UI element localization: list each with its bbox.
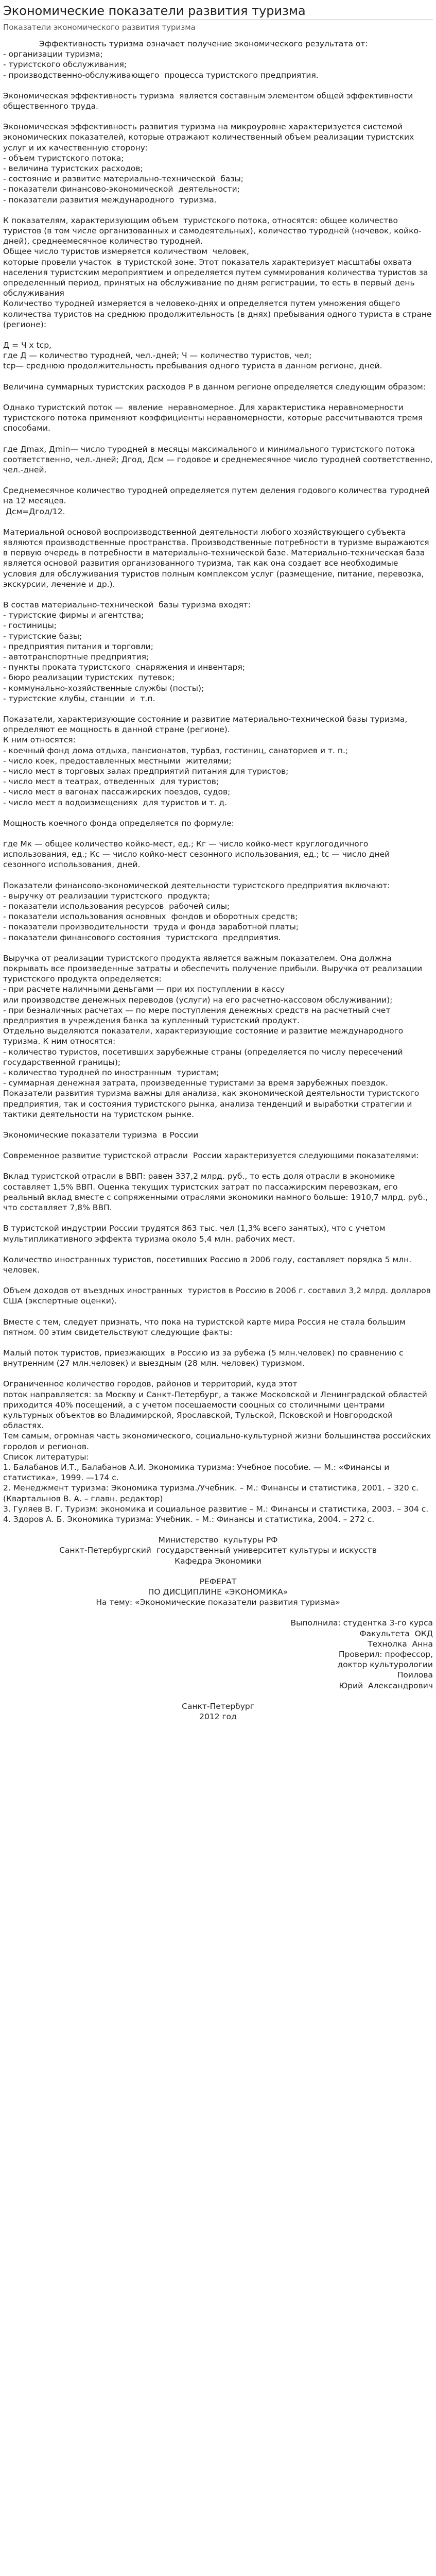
paragraph: Санкт-Петербург 2012 год <box>182 1701 254 1722</box>
page-title: Экономические показатели развития туризма <box>3 3 433 20</box>
paragraph: К показателям, характеризующим объем туристского потока, относятся: общее количество туристов (в том числе организованных и самодеятельных), количество туродней (ночевок, койко-дней), среднеемесячное количество туродней. Общее число туристов измеряется количеством человек, которые провели участок в туристской зоне. Этот показатель характеризует масштабы охвата населения туристским мероприятием и определяется путем суммирования количества туристов за определенный период, принятых на обслуживание по дням регистрации, то есть в первый день обслуживания Количество туродней измеряется в человеко-днях и определяется путем умножения общего количества туристов на среднюю продолжительность (в днях) пребывания одного туриста в стране (регионе): <box>3 215 432 329</box>
paragraph: Выручка от реализации туристского продукта является важным показателем. Она должна покрывать все произведенные затраты и обеспечить получение прибыли. Выручка от реализации туристского продукта определяется: - при расчете наличными деньгами — при их поступлении в кассу или производстве денежных переводов (услуги) на его расчетно-кассовом обслуживании); - при безналичных расчетах — по мере поступления денежных средств на расчетный счет предприятия в учреждения банка за купленный туристский продукт. Отдельно выделяются показатели, характеризующие состояние и развитие международного туризма. К ним относятся: - количество туристов, посетивших зарубежные страны (определяется по числу пересечений государственной границы); - количество туродней по иностранным туристам; - суммарная денежная затрата, произведенные туристами за время зарубежных поездок. Показатели развития туризма важны для анализа, как экономической деятельности туристского предприятия, так и состояния туристского рынка, анализа тенденций и выработки стратегии и тактики деятельности на туристском рынке. <box>3 953 423 1119</box>
paragraph: Министерство культуры РФ Санкт-Петербургский государственный университет культуры и искусств Кафедра Экономики <box>59 1535 377 1566</box>
paragraph: В туристской индустрии России трудятся 863 тыс. чел (1,3% всего занятых), что с учетом мультипликативного эффекта туризма около 5,4 млн. рабочих мест. <box>3 1224 388 1244</box>
paragraph: В состав материально-технической базы туризма входят: - туристские фирмы и агентства; - гостиницы; - туристские базы; - предприятия питания и торговли; - автотранспортные предприятия; - пункты проката туристского снаряжения и инвентаря; - бюро реализации туристских путевок; - коммунально-хозяйственные службы (посты); - туристские клубы, станции и т.п. <box>3 600 251 703</box>
paragraph: где Дmax, Дmin— число туродней в месяцы максимального и минимального туристского потока соответственно, чел.-дней; Дгод, Дсм — годовое и среднемесячное число туродней соответственно, чел.-дней. <box>3 444 435 474</box>
paragraph: Величина суммарных туристских расходов Р в данном регионе определяется следующим образом: <box>3 382 426 392</box>
paragraph: Экономическая эффективность туризма является составным элементом общей эффективности общественного труда. <box>3 91 416 111</box>
paragraph: Однако туристский поток — явление неравномерное. Для характеристика неравномерности туристского потока применяют коэффициенты неравномерности, которые рассчитываются тремя способами. <box>3 402 426 433</box>
paragraph: Д = Ч х tcp, где Д — количество туродней, чел.-дней; Ч — количество туристов, чел; tcp— среднюю продолжительность пребывания одного туриста в данном регионе, дней. <box>3 341 382 371</box>
paragraph: Объем доходов от въездных иностранных туристов в Россию в 2006 г. составил 3,2 млрд. долларов США (экспертные оценки). <box>3 1286 433 1306</box>
paragraph: РЕФЕРАТ ПО ДИСЦИПЛИНЕ «ЭКОНОМИКА» На тему: «Экономические показатели развития туризма» <box>96 1577 340 1607</box>
paragraph: Вклад туристской отрасли в ВВП: равен 337,2 млрд. руб., то есть доля отрасли в экономике составляет 1,5% ВВП. Оценка текущих туристских затрат по пассажирским перевозкам, его реальный вклад вместе с сопряженными отраслями экономики намного больше: 1910,7 млрд. руб., что составляет 7,8% ВВП. <box>3 1172 431 1213</box>
paragraph: Эффективность туризма означает получение экономического результата от: - организации туризма; - туристского обслуживания; - производственно-обслуживающего процесса туристского предприятия. <box>3 39 368 80</box>
paragraph: где Мк — общее количество койко-мест, ед.; Кг — число койко-мест круглогодичного использования, ед.; Кс — число койко-мест сезонного использования, ед.; tc — число дней сезонного использования, дней. <box>3 839 393 870</box>
paragraph: Экономическая эффективность развития туризма на микроуровне характеризуется системой экономических показателей, которые отражают количественный объем реализации туристских услуг и их качественную сторону: - объем туристского потока; - величина туристских расходов; - состояние и развитие материально-технической базы; - показатели финансово-экономической деятельности; - показатели развития международного туризма. <box>3 122 414 205</box>
paragraph: Показатели, характеризующие состояние и развитие материально-технической базы туризма, определяют ее мощность в данной стране (регионе). К ним относятся: - коечный фонд дома отдыха, пансионатов, турбаз, гостиниц, санаториев и т. п.; - число коек, предоставленных местными жителями; - число мест в торговых залах предприятий питания для туристов; - число мест в театрах, отведенных для туристов; - число мест в вагонах пассажирских поездов, судов; - число мест в водоизмещениях для туристов и т. д. <box>3 714 408 807</box>
page-subtitle: Показатели экономического развития туризма <box>3 23 196 32</box>
paragraph: Малый поток туристов, приезжающих в Россию из за рубежа (5 млн.человек) по сравнению с внутренним (27 млн.человек) и выездным (28 млн. человек) туризмом. <box>3 1348 406 1368</box>
paragraph: Среднемесячное количество туродней определяется путем деления годового количества туродней на 12 месяцев. Дсм=Дгод/12. <box>3 486 430 516</box>
paragraph: Экономические показатели туризма в России <box>3 1130 199 1140</box>
document-body <box>3 39 433 1722</box>
paragraph: Выполнила: студентка 3-го курса Факультета ОКД Технолка Анна Проверил: профессор, доктор культурологии Поилова Юрий Александрович <box>290 1618 433 1690</box>
document <box>3 3 433 1732</box>
paragraph: Количество иностранных туристов, посетивших Россию в 2006 году, составляет порядка 5 млн. человек. <box>3 1255 414 1275</box>
paragraph: Вместе с тем, следует признать, что пока на туристской карте мира Россия не стала большим пятном. 00 этим свидетельствуют следующие факты: <box>3 1317 408 1337</box>
paragraph: Показатели финансово-экономической деятельности туристского предприятия включают: - выручку от реализации туристского продукта; - показатели использования ресурсов рабочей силы; - показатели использования основных фондов и оборотных средств; - показатели производительности труда и фонда заработной платы; - показатели финансового состояния туристского предприятия. <box>3 880 390 942</box>
paragraph: Ограниченное количество городов, районов и территорий, куда этот поток направляется: за Москву и Санкт-Петербург, а также Московской и Ленинградской областей приходится 40% посещений, а с учетом посещаемости сооцных со столичными центрами культурных объектов во Владимирской, Ярославской, Тульской, Псковской и Новгородской областях. Тем самым, огромная часть экономического, социально-культурной жизни большинства российских городов и регионов. Список литературы: 1. Балабанов И.Т., Балабанов А.И. Экономика туризма: Учебное пособие. — М.: «Финансы и статистика», 1999. —174 с. 2. Менеджмент туризма: Экономика туризма./Учебник. – М.: Финансы и статистика, 2001. – 320 с. (Квартальнов В. А. – главн. редактор) 3. Гуляев В. Г. Туризм: экономика и социальное развитие – М.: Финансы и статистика, 2003. – 304 с. 4. Здоров А. Б. Экономика туризма: Учебник. – М.: Финансы и статистика, 2004. – 272 с. <box>3 1379 431 1524</box>
paragraph: Мощность коечного фонда определяется по формуле: <box>3 818 234 828</box>
paragraph: Материальной основой воспроизводственной деятельности любого хозяйствующего субъекта являются производственные пространства. Производственные потребности в туризме выражаются в первую очередь в потребности в материально-технической базе. Материально-техническая база является основой развития организованного туризма, так как она создает все необходимые условия для обслуживания туристов полным комплексом услуг (размещение, питание, перевозка, экскурсии, лечение и др.). <box>3 527 432 589</box>
paragraph: Современное развитие туристской отрасли России характеризуется следующими показателями: <box>3 1151 419 1161</box>
